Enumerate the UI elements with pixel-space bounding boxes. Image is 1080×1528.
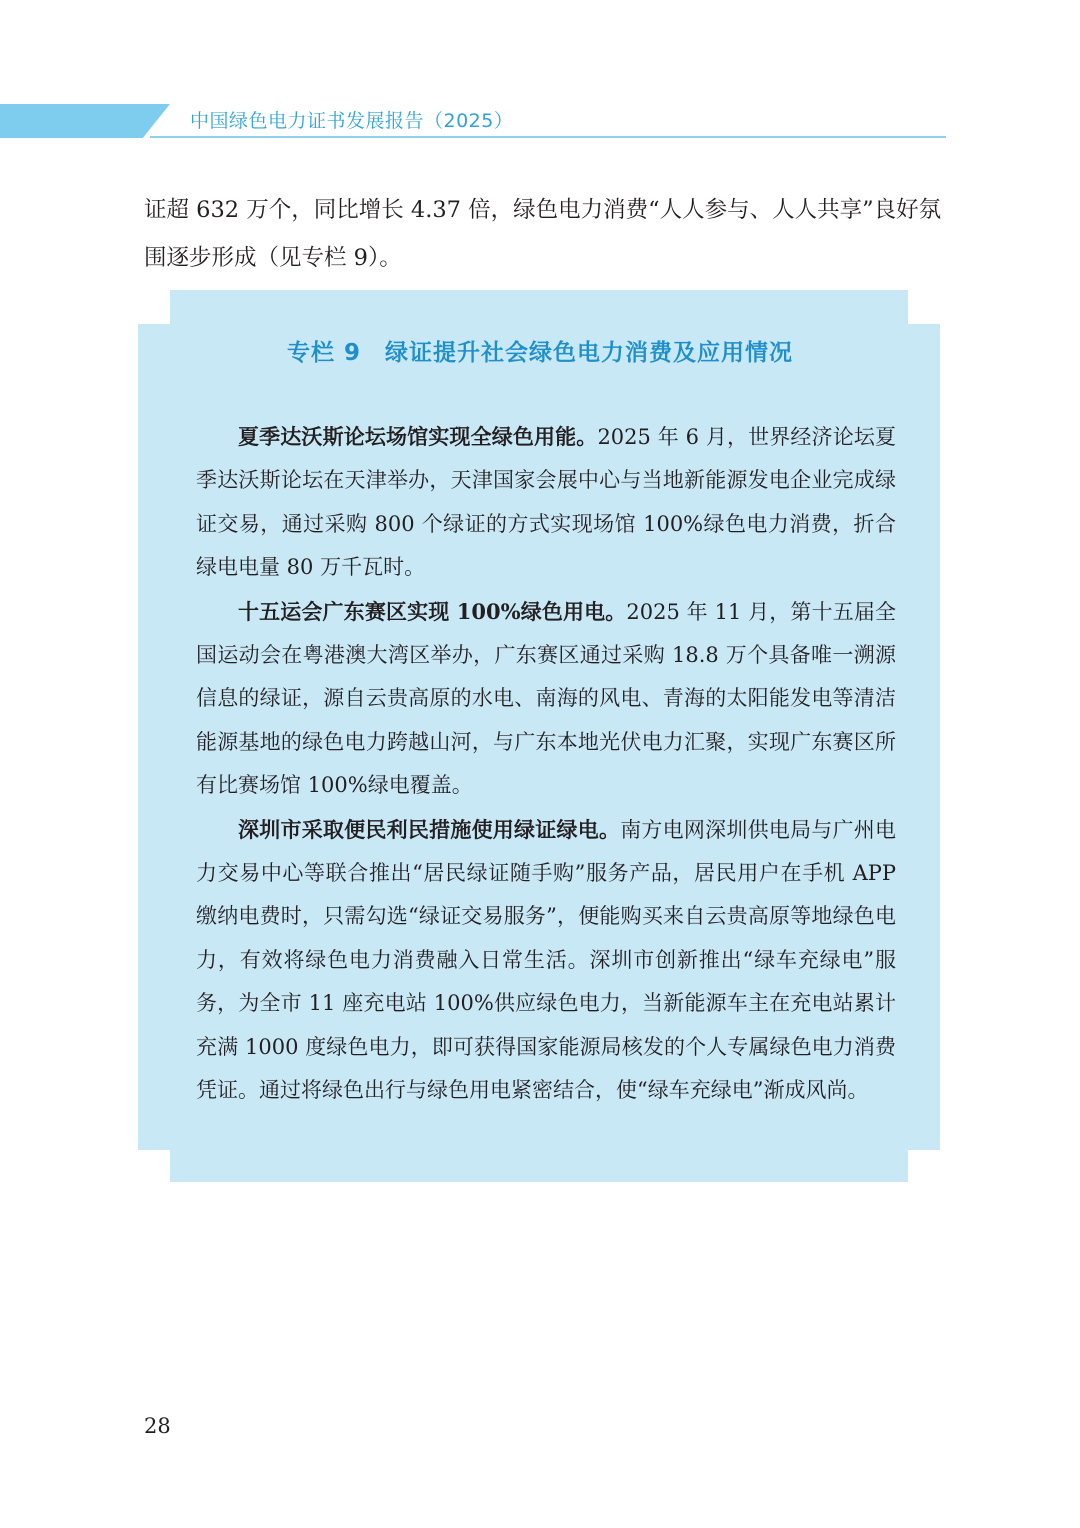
box-body <box>196 415 896 1113</box>
page-number: 28 <box>144 1414 171 1438</box>
paragraph-lead: 十五运会广东赛区实现 100%绿色用电。 <box>238 598 627 624</box>
box-paragraph-davos <box>196 415 896 590</box>
box-paragraph-national-games <box>196 590 896 808</box>
paragraph-lead: 夏季达沃斯论坛场馆实现全绿色用能。 <box>238 424 598 449</box>
intro-paragraph <box>144 186 950 282</box>
paragraph-lead: 深圳市采取便民利民措施使用绿证绿电。 <box>238 816 621 842</box>
paragraph-text: 2025 年 11 月，第十五届全国运动会在粤港澳大湾区举办，广东赛区通过采购 18.8 万个具备唯一溯源信息的绿证，源自云贵高原的水电、南海的风电、青海的太阳能发电等清洁能源基地的绿色电力跨越山河，与广东本地光伏电力汇聚，实现广东赛区所有比赛场馆 100%绿电覆盖。 <box>196 599 896 798</box>
box-title: 专栏 9 绿证提升社会绿色电力消费及应用情况 <box>286 340 793 366</box>
intro-text: 证超 632 万个，同比增长 4.37 倍，绿色电力消费“人人参与、人人共享”良好氛围逐步形成（见专栏 9）。 <box>144 197 942 271</box>
running-header-title: 中国绿色电力证书发展报告（2025） <box>190 110 514 132</box>
paragraph-text: 南方电网深圳供电局与广州电力交易中心等联合推出“居民绿证随手购”服务产品，居民用户在手机 APP 缴纳电费时，只需勾选“绿证交易服务”，便能购买来自云贵高原等地绿色电力，有效将绿色电力消费融入日常生活。深圳市创新推出“绿车充绿电”服务，为全市 11 座充电站 100%供应绿色电力，当新能源车主在充电站累计充满 1000 度绿色电力，即可获得国家能源局核发的个人专属绿色电力消费凭证。通过将绿色出行与绿色用电紧密结合，使“绿车充绿电”渐成风尚。 <box>196 817 897 1103</box>
header-accent-tab <box>0 104 170 138</box>
header-rule <box>150 136 946 138</box>
box-paragraph-shenzhen <box>196 808 896 1113</box>
paragraph-text: 2025 年 6 月，世界经济论坛夏季达沃斯论坛在天津举办，天津国家会展中心与当地新能源发电企业完成绿证交易，通过采购 800 个绿证的方式实现场馆 100%绿色电力消费，折合绿电电量 80 万千瓦时。 <box>196 425 896 580</box>
